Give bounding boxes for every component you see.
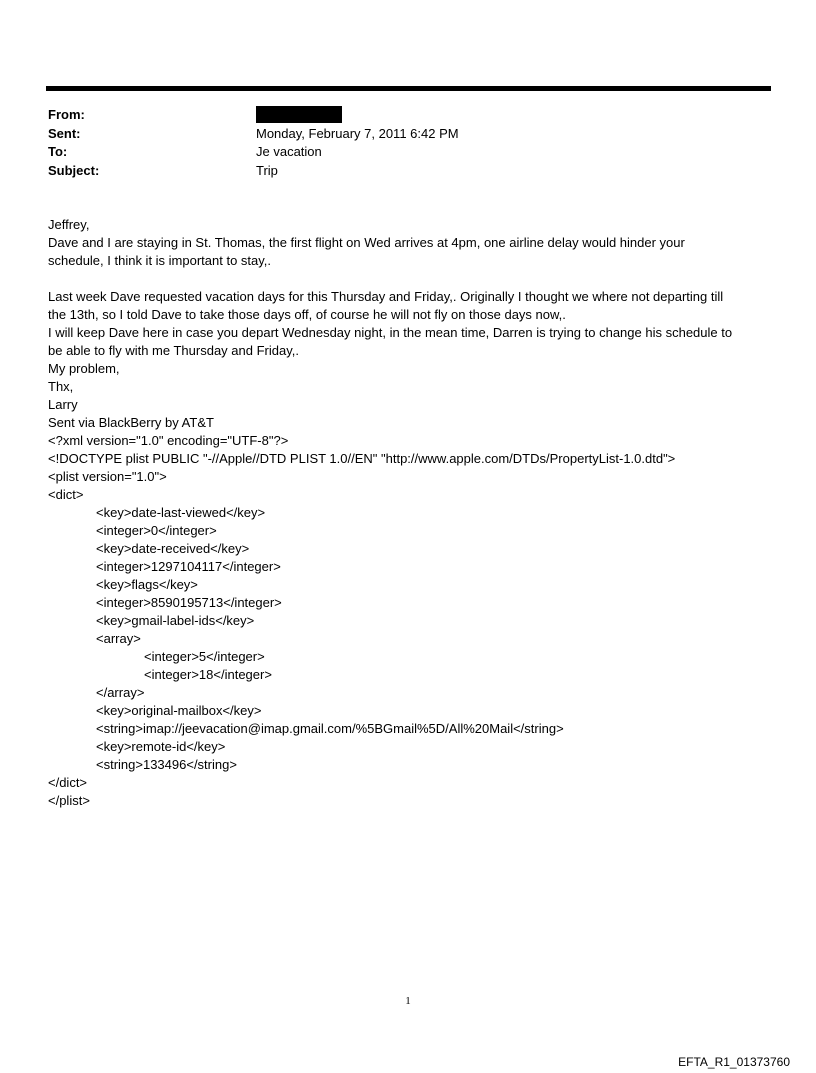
xml-line: <string>133496</string> xyxy=(96,757,237,772)
xml-line: <?xml version="1.0" encoding="UTF-8"?> xyxy=(48,433,289,448)
sent-via-line: Sent via BlackBerry by AT&T xyxy=(48,415,214,430)
subject-label: Subject: xyxy=(48,162,100,178)
xml-line: <integer>5</integer> xyxy=(144,649,265,664)
xml-line: <integer>18</integer> xyxy=(144,667,272,682)
xml-line: <string>imap://jeevacation@imap.gmail.com/%5BGmail%5D/All%20Mail</string> xyxy=(96,721,564,736)
signature: Larry xyxy=(48,397,78,412)
xml-line: <integer>8590195713</integer> xyxy=(96,595,282,610)
email-body xyxy=(48,216,768,810)
xml-line: <key>gmail-label-ids</key> xyxy=(96,613,255,628)
greeting: Jeffrey, xyxy=(48,217,90,232)
xml-line: </plist> xyxy=(48,793,90,808)
sent-row xyxy=(48,125,768,144)
xml-line: <array> xyxy=(96,631,141,646)
sent-value: Monday, February 7, 2011 6:42 PM xyxy=(256,125,459,141)
to-label: To: xyxy=(48,144,68,159)
xml-line: <plist version="1.0"> xyxy=(48,469,167,484)
xml-line: <key>date-last-viewed</key> xyxy=(96,505,266,520)
paragraph-1-line-1: Dave and I are staying in St. Thomas, the first flight on Wed arrives at 4pm, one airline delay would hinder your xyxy=(48,235,685,250)
sent-label: Sent: xyxy=(48,125,81,141)
xml-line: </array> xyxy=(96,685,145,700)
from-value xyxy=(256,106,342,125)
paragraph-2-line-5: My problem, xyxy=(48,361,120,376)
document-id: EFTA_R1_01373760 xyxy=(678,1055,790,1069)
xml-line: <integer>1297104117</integer> xyxy=(96,559,281,574)
xml-line: <!DOCTYPE plist PUBLIC "-//Apple//DTD PLIST 1.0//EN" "http://www.apple.com/DTDs/PropertyList-1.0.dtd"> xyxy=(48,451,676,466)
subject-row xyxy=(48,162,768,181)
paragraph-2-line-4: be able to fly with me Thursday and Friday,. xyxy=(48,343,299,358)
paragraph-2-line-3: I will keep Dave here in case you depart Wednesday night, in the mean time, Darren is trying to change his schedule to xyxy=(48,325,733,340)
paragraph-gap xyxy=(48,270,768,288)
xml-line: <dict> xyxy=(48,487,84,502)
paragraph-1-line-2: schedule, I think it is important to stay,. xyxy=(48,253,272,268)
xml-line: <integer>0</integer> xyxy=(96,523,217,538)
xml-line: </dict> xyxy=(48,775,88,790)
page-number: 1 xyxy=(405,995,411,1007)
xml-line: <key>flags</key> xyxy=(96,577,198,592)
xml-line: <key>date-received</key> xyxy=(96,541,250,556)
paragraph-2-line-2: the 13th, so I told Dave to take those days off, of course he will not fly on those days now,. xyxy=(48,307,566,322)
redaction-box xyxy=(256,106,342,123)
header-divider xyxy=(46,86,771,91)
xml-line: <key>original-mailbox</key> xyxy=(96,703,262,718)
thanks-line: Thx, xyxy=(48,379,74,394)
email-header xyxy=(48,106,768,180)
from-row xyxy=(48,106,768,125)
paragraph-2-line-1: Last week Dave requested vacation days for this Thursday and Friday,. Originally I thought we where not departing till xyxy=(48,289,724,304)
from-label: From: xyxy=(48,107,85,122)
to-value: Je vacation xyxy=(256,144,322,159)
plist-block xyxy=(48,432,768,810)
subject-value: Trip xyxy=(256,162,278,178)
to-row xyxy=(48,143,768,162)
xml-line: <key>remote-id</key> xyxy=(96,739,226,754)
